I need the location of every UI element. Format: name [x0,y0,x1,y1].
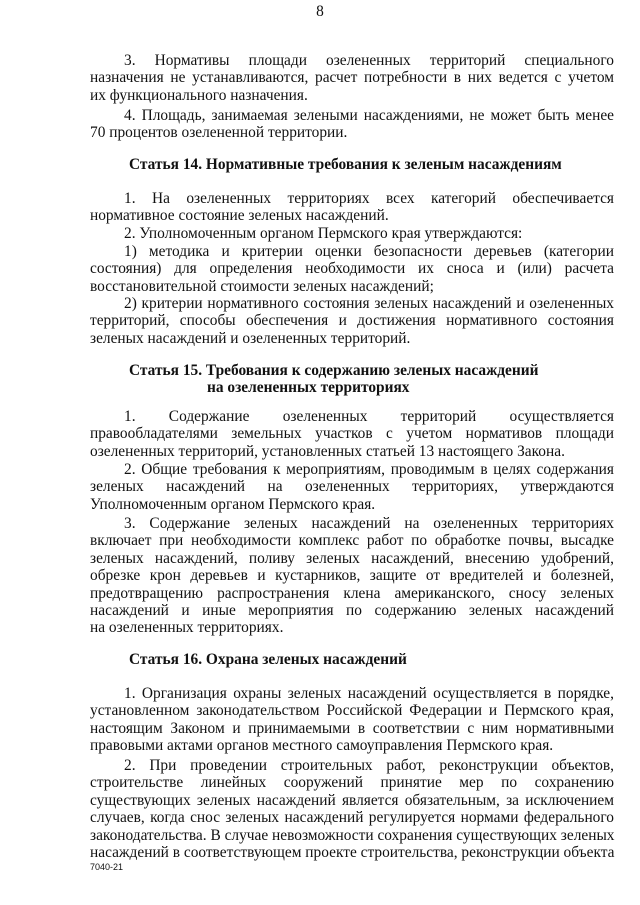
article-14-item-2 [90,225,614,242]
article-15-item-1 [90,408,614,460]
text-line: состояния) для определения необходимости их сноса и (или) расчета [90,260,614,278]
text-line: строительстве линейных сооружений принятие мер по сохранению [90,774,614,792]
article-15-item-2 [90,461,614,513]
text-line: территорий, способы обеспечения и достижения нормативного состояния [90,312,614,330]
article-15-item-3 [90,515,614,637]
text-line: на озелененных территориях. [90,619,284,637]
text-line: зеленых насаждений и озелененных территорий. [90,329,411,347]
text-line: назначения не устанавливаются, расчет потребности в них ведется с учетом [90,69,614,87]
text-line: существующих зеленых насаждений является обязательным, за исключением [90,791,614,809]
text-line: 2. Уполномоченным органом Пермского края утверждаются: [124,225,523,242]
text-line: 1. На озелененных территориях всех категорий обеспечивается [124,190,614,207]
text-line: правообладателями земельных участков с учетом нормативов площади [90,425,614,443]
text-line: настоящим Законом и принимаемыми в соответствии с ним нормативными [90,719,614,737]
text-line: установленном законодательством Российской Федерации и Пермского края, [90,702,614,720]
article-heading [129,651,407,668]
text-line: правовыми актами органов местного самоуправления Пермского края. [90,737,554,755]
heading-line: Статья 16. Охрана зеленых насаждений [129,651,407,668]
text-line: 1) методика и критерии оценки безопасности деревьев (категории [124,243,614,260]
article-14-item-1 [90,190,614,225]
paragraph-4 [90,107,614,142]
text-line: озелененных территорий, установленных статьей 13 настоящего Закона. [90,442,565,460]
text-line: 3. Содержание зеленых насаждений на озелененных территориях [124,515,614,532]
text-line: 70 процентов озелененной территории. [90,124,348,142]
paragraph-3 [90,52,614,104]
text-line: обрезке крон деревьев и кустарников, защите от вредителей и болезней, [90,567,614,585]
article-16-item-1 [90,685,614,755]
text-line: зеленых насаждений, поливу зеленых насаждений, внесению удобрений, [90,549,614,567]
text-line: насаждений и иные мероприятия по содержанию зеленых насаждений [90,602,614,620]
article-16-item-2 [90,757,614,861]
text-line: законодательства. В случае невозможности сохранения существующих зеленых [90,826,615,844]
text-line: 2. При проведении строительных работ, реконструкции объектов, [124,757,614,774]
text-line: нормативное состояние зеленых насаждений. [90,207,389,225]
article-heading [129,362,538,397]
text-line: восстановительной стоимости зеленых насаждений; [90,277,434,295]
text-line: зеленых насаждений на озелененных территориях, утверждаются [90,478,614,496]
text-line: Уполномоченным органом Пермского края. [90,495,376,513]
text-line: 2) критерии нормативного состояния зеленых насаждений и озелененных [124,295,614,312]
heading-line: Статья 15. Требования к содержанию зеленых насаждений [129,362,539,379]
article-14-subitem-2 [90,295,614,347]
text-line: 1. Содержание озелененных территорий осуществляется [124,408,614,425]
text-line: включает при необходимости комплекс работ по обработке почвы, высадке [90,532,614,550]
text-line: их функционального назначения. [90,86,308,104]
text-line: 4. Площадь, занимаемая зелеными насаждениями, не может быть менее [124,107,614,124]
text-line: 1. Организация охраны зеленых насаждений осуществляется в порядке, [124,685,614,702]
text-line: 2. Общие требования к мероприятиям, проводимым в целях содержания [124,461,614,478]
article-14-subitem-1 [90,243,614,295]
text-line: 3. Нормативы площади озелененных территорий специального [124,52,614,69]
text-line: предотвращению распространения клена американского, сносу зеленых [90,584,614,602]
document-code: 7040-21 [90,862,124,872]
article-heading [129,156,562,173]
heading-line: на озелененных территориях [207,379,410,397]
heading-line: Статья 14. Нормативные требования к зеленым насаждениям [129,156,562,173]
text-line: насаждений в соответствующем проекте строительства, реконструкции объекта [90,844,615,862]
page-number: 8 [316,3,324,20]
text-line: случаев, когда снос зеленых насаждений регулируется нормами федерального [90,809,614,827]
